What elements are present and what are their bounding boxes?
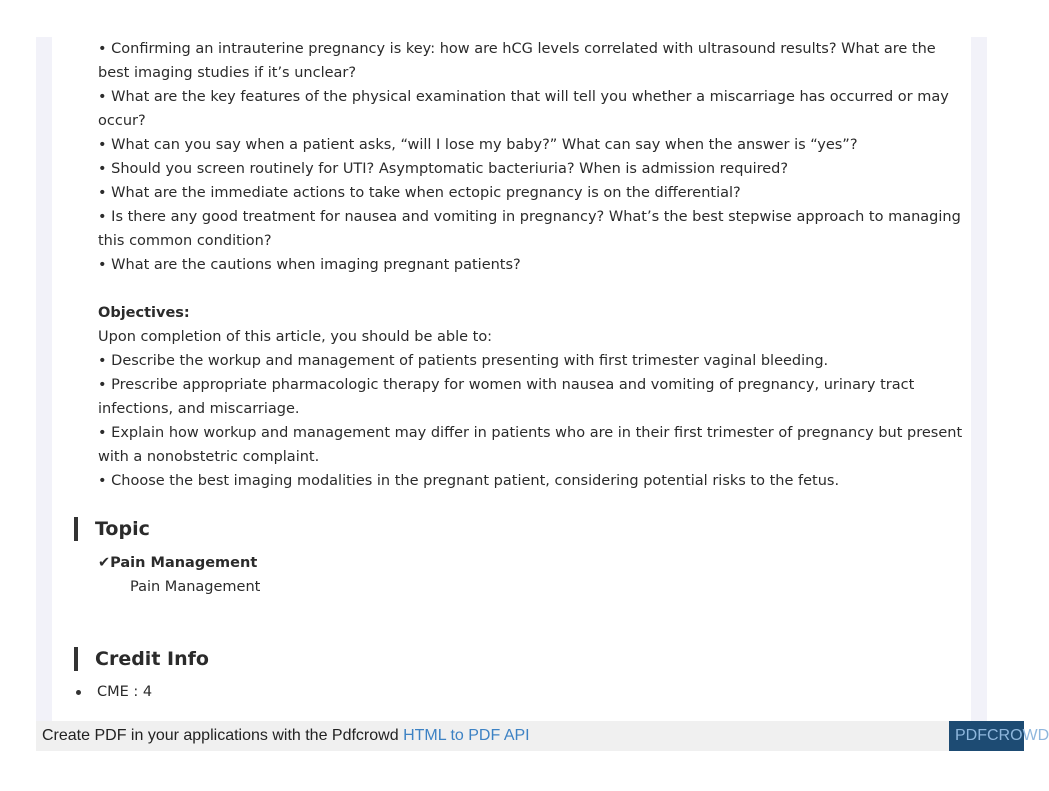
pdfcrowd-footer (36, 721, 949, 751)
objectives-intro: Upon completion of this article, you should be able to: (98, 329, 493, 345)
question-item: • Should you screen routinely for UTI? Asymptomatic bacteriuria? When is admission required? (98, 161, 789, 177)
bullet-icon (76, 690, 81, 695)
credit-list (76, 680, 152, 704)
question-item: • What are the key features of the physical examination that will tell you whether a miscarriage has occurred or may occur? (98, 89, 949, 129)
objective-item: • Describe the workup and management of patients presenting with first trimester vaginal bleeding. (98, 353, 829, 369)
credit-item (76, 680, 152, 704)
question-item: • What are the cautions when imaging pregnant patients? (98, 257, 521, 273)
topic-subitem: Pain Management (130, 579, 261, 595)
objective-item: • Choose the best imaging modalities in the pregnant patient, considering potential risks to the fetus. (98, 473, 840, 489)
footer-text: Create PDF in your applications with the Pdfcrowd (42, 727, 404, 744)
credit-info-heading: Credit Info (74, 647, 209, 671)
question-item: • Is there any good treatment for nausea and vomiting in pregnancy? What’s the best stepwise approach to managing this common condition? (98, 209, 961, 249)
topic-heading: Topic (74, 517, 150, 541)
objective-item: • Prescribe appropriate pharmacologic therapy for women with nausea and vomiting of pregnancy, urinary tract infections, and miscarriage. (98, 377, 915, 417)
credit-item-text: CME : 4 (97, 684, 153, 700)
question-item: • Confirming an intrauterine pregnancy is key: how are hCG levels correlated with ultrasound results? What are the best imaging studies if it’s unclear? (98, 41, 936, 81)
footer-link[interactable]: HTML to PDF API (403, 727, 530, 744)
question-item: • What can you say when a patient asks, “will I lose my baby?” What can say when the answer is “yes”? (98, 137, 858, 153)
page-frame-left (36, 37, 52, 721)
article-body (98, 37, 968, 493)
objectives-heading: Objectives: (98, 305, 190, 321)
page-frame-right (971, 37, 987, 721)
topic-category: ✔Pain Management (98, 555, 258, 571)
objective-item: • Explain how workup and management may differ in patients who are in their first trimester of pregnancy but present with a nonobstetric complaint. (98, 425, 963, 465)
pdfcrowd-badge[interactable]: PDFCROWD (949, 721, 1024, 751)
question-item: • What are the immediate actions to take when ectopic pregnancy is on the differential? (98, 185, 741, 201)
